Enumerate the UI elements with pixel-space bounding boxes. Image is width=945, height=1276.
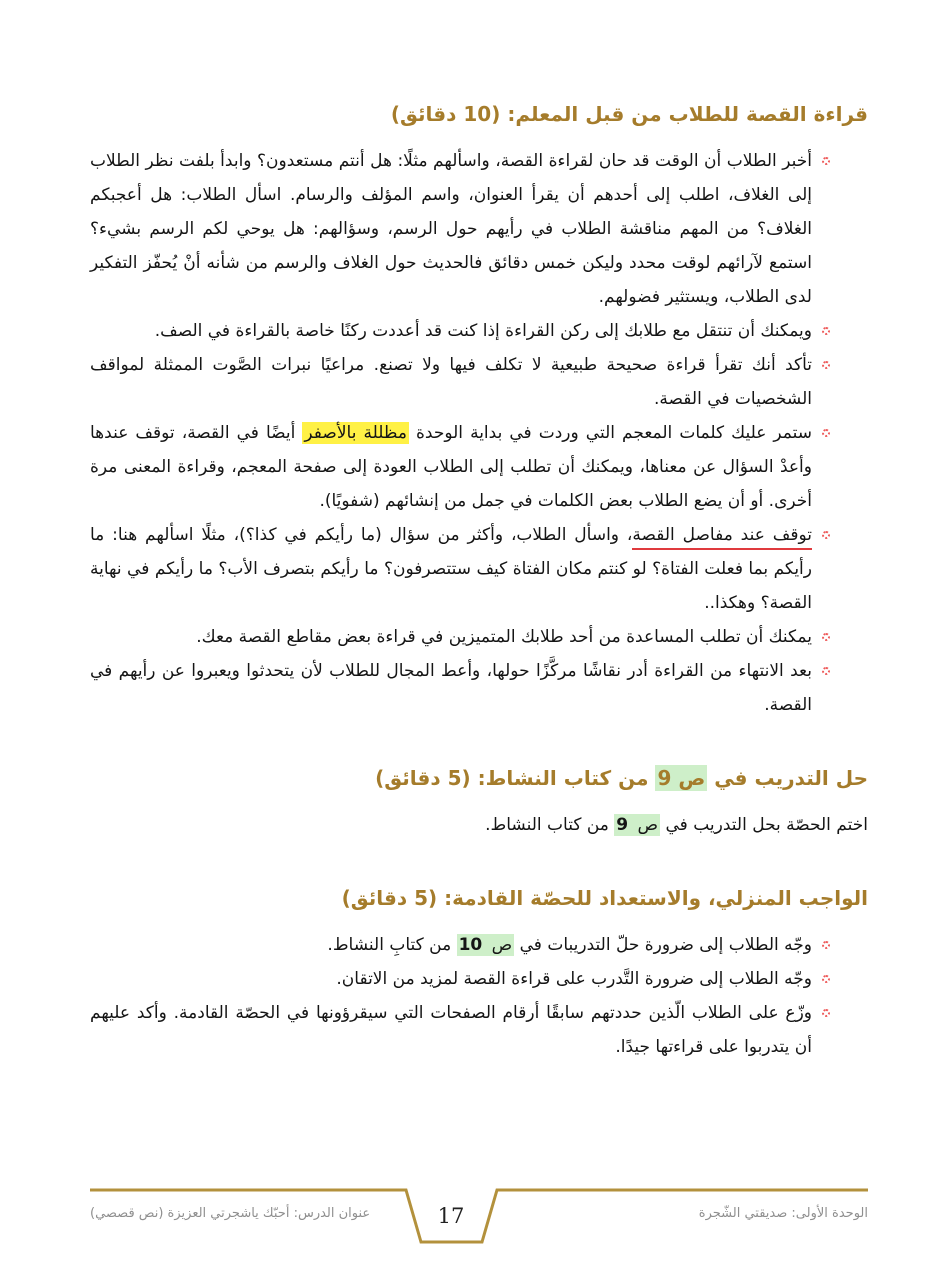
text-segment-plain: وجّه الطلاب إلى ضرورة حلّ التدريبات في (514, 935, 812, 955)
list-item (90, 144, 830, 314)
text-segment-plain: من كتاب النشاط: (5 دقائق) (375, 766, 656, 790)
list-item (90, 654, 830, 722)
list-item (90, 518, 830, 620)
bullet-circle-icon (822, 531, 830, 539)
workbook-exercise-paragraph (90, 808, 868, 842)
text-segment-plain: أيضًا في القصة، توقف عندها وأعدْ السؤال عن معناها، ويمكنك أن تطلب إلى الطلاب العودة إلى صفحة المعجم، وقراءة المعنى مرة أخرى. أو أن يضع الطلاب بعض الكلمات في جمل من إنشائهم (شفويًا). (90, 423, 812, 511)
bullet-text (90, 996, 812, 1064)
bullet-circle-icon (822, 975, 830, 983)
section-homework (90, 884, 868, 1064)
text-segment-plain: ويمكنك أن تنتقل مع طلابك إلى ركن القراءة إذا كنت قد أعددت ركنًا خاصة بالقراءة في الصف. (154, 321, 812, 341)
list-item (90, 962, 830, 996)
list-item (90, 928, 830, 962)
bullet-text (90, 518, 812, 620)
text-segment-green: ص (632, 815, 659, 835)
footer-unit-title: الوحدة الأولى: صديقتي الشّجرة (698, 1206, 868, 1221)
list-item (90, 348, 830, 416)
bullet-text (90, 654, 812, 722)
text-segment-plain: تأكد أنك تقرأ قراءة صحيحة طبيعية لا تكلف فيها ولا تصنع. مراعيًا نبرات الصَّوت الممثلة لمواقف الشخصيات في القصة. (90, 355, 812, 409)
bullet-circle-icon (822, 667, 830, 675)
bullet-circle-icon (822, 157, 830, 165)
footer-lesson-title: عنوان الدرس: أحبّك ياشجرتي العزيزة (نص قصصي) (90, 1206, 371, 1221)
text-segment-plain: وزّع على الطلاب الّذين حددتهم سابقًا أرقام الصفحات التي سيقرؤونها في الحصّة القادمة. وأكد عليهم أن يتدربوا على قراءتها جيدًا. (90, 1003, 812, 1057)
bullet-circle-icon (822, 1009, 830, 1017)
section-story-reading (90, 100, 868, 722)
text-segment-plain: من كتاب النشاط. (485, 815, 615, 835)
section-workbook-exercise (90, 764, 868, 842)
bullet-circle-icon (822, 429, 830, 437)
section-heading-workbook-exercise (90, 764, 868, 792)
section-heading-story-reading: قراءة القصة للطلاب من قبل المعلم: (10 دقائق) (390, 102, 868, 126)
text-segment-plain: حل التدريب في (707, 766, 868, 790)
list-item (90, 314, 830, 348)
bullet-circle-icon (822, 361, 830, 369)
bullet-circle-icon (822, 633, 830, 641)
bullet-text (90, 416, 812, 518)
text-segment-plain: ستمر عليك كلمات المعجم التي وردت في بداية الوحدة (408, 423, 812, 443)
section-heading-homework: الواجب المنزلي، والاستعداد للحصّة القادمة: (5 دقائق) (341, 886, 868, 910)
bullet-text (90, 620, 812, 654)
text-segment-green: ص 9 (657, 766, 706, 790)
page-number: 17 (437, 1204, 465, 1228)
text-segment-greenbold: 9 (616, 815, 629, 835)
text-segment-greenbold: 10 (458, 935, 483, 955)
list-item (90, 620, 830, 654)
text-segment-green: ص (486, 935, 513, 955)
text-segment-redline: توقف عند مفاصل القصة (632, 525, 812, 550)
bullet-text (90, 928, 812, 962)
page-footer (90, 1188, 868, 1258)
bullet-text (90, 348, 812, 416)
list-item (90, 996, 830, 1064)
bullet-text (90, 314, 812, 348)
text-segment-plain: أخبر الطلاب أن الوقت قد حان لقراءة القصة، واسألهم مثلًا: هل أنتم مستعدون؟ وابدأ بلفت نظر الطلاب إلى الغلاف، اطلب إلى أحدهم أن يقرأ العنوان، واسم المؤلف والرسام. اسأل الطلاب: هل أعجبكم الغلاف؟ من المهم مناقشة الطلاب في رأيهم حول الرسم، وسؤالهم: هل يوحي لكم الرسم بشيء؟ استمع لآرائهم لوقت محدد وليكن خمس دقائق فالحديث حول الغلاف والرسم من شأنه أنْ يُحفّز التفكير لدى الطلاب، ويستثير فضولهم. (90, 151, 812, 307)
bullet-circle-icon (822, 327, 830, 335)
bullet-text (90, 144, 812, 314)
bullet-text (90, 962, 812, 996)
list-item (90, 416, 830, 518)
homework-bullet-list (90, 928, 868, 1064)
text-segment-plain: من كتابِ النشاط. (327, 935, 457, 955)
text-segment-plain: بعد الانتهاء من القراءة أدر نقاشًا مركَّزًا حولها، وأعط المجال للطلاب لأن يتحدثوا ويعبروا عن رأيهم في القصة. (90, 661, 812, 715)
story-reading-bullet-list (90, 144, 868, 722)
text-segment-plain: يمكنك أن تطلب المساعدة من أحد طلابك المتميزين في قراءة بعض مقاطع القصة معك. (196, 627, 812, 647)
page-content (90, 100, 868, 1064)
text-segment-plain: اختم الحصّة بحل التدريب في (660, 815, 868, 835)
text-segment-plain: ، واسأل الطلاب، وأكثر من سؤال (ما رأيكم في كذا؟)، مثلًا اسألهم هنا: ما رأيكم بما فعلت الفتاة؟ لو كنتم مكان الفتاة كيف ستتصرفون؟ ما رأيكم بتصرف الأب؟ ما رأيكم في نهاية القصة؟ وهكذا.. (90, 525, 812, 613)
bullet-circle-icon (822, 941, 830, 949)
text-segment-yellow: مظللة بالأصفر (304, 423, 407, 443)
text-segment-plain: وجّه الطلاب إلى ضرورة التَّدرب على قراءة القصة لمزيد من الاتقان. (336, 969, 812, 989)
